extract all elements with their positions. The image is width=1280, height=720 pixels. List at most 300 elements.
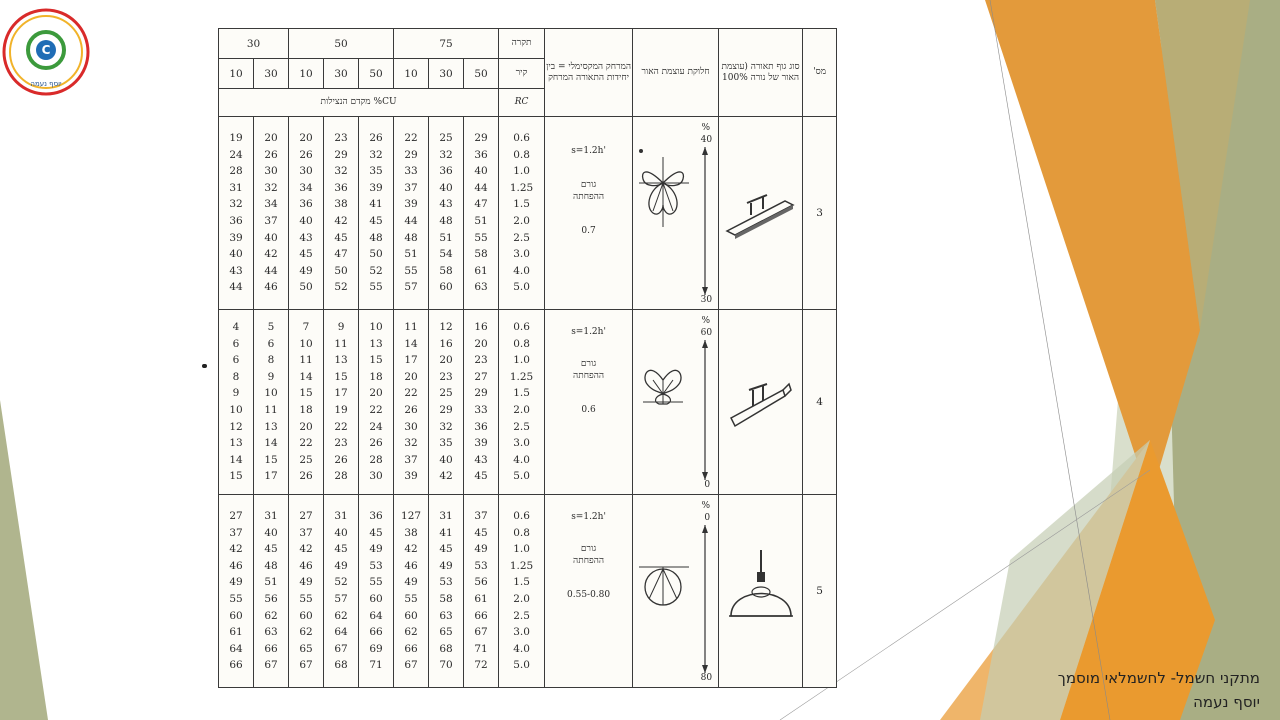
- cu-value: 41: [369, 198, 383, 211]
- cu-value: 53: [439, 576, 453, 589]
- rc-value: 0.8: [513, 148, 530, 161]
- spacing-cell: [545, 117, 633, 310]
- header-wall-label: קיר: [499, 59, 545, 89]
- cu-value: 30: [264, 165, 278, 178]
- cu-value: 43: [299, 231, 313, 244]
- distribution-cell: [633, 495, 719, 688]
- cu-value: 29: [474, 132, 488, 145]
- header-ceiling-30: 30: [219, 29, 289, 59]
- cu-value: 49: [369, 543, 383, 556]
- cu-value: 15: [264, 453, 278, 466]
- cu-value: 23: [474, 354, 488, 367]
- cu-value: 42: [404, 543, 418, 556]
- rc-value: 3.0: [513, 626, 530, 639]
- cu-value: 49: [229, 576, 243, 589]
- rc-value: 2.5: [513, 420, 530, 433]
- cu-value: 56: [264, 593, 278, 605]
- cu-value: 55: [404, 264, 418, 277]
- cu-value: 32: [439, 420, 453, 433]
- cu-value: 28: [369, 453, 383, 466]
- cu-value: 13: [334, 354, 348, 367]
- rc-value: 1.0: [513, 354, 530, 367]
- cu-value: 50: [369, 248, 383, 261]
- cu-value: 26: [369, 437, 383, 450]
- cu-value: 8: [267, 354, 275, 367]
- cu-value: 67: [334, 642, 348, 655]
- cu-value: 19: [334, 404, 348, 416]
- rc-value: 2.0: [513, 593, 530, 605]
- cu-coefficient-table-scan: [218, 28, 836, 687]
- cu-value: 16: [474, 321, 488, 334]
- cu-value: 32: [404, 437, 418, 450]
- cu-value: 53: [369, 559, 383, 572]
- cu-value: 46: [404, 559, 418, 572]
- spacing-cell: [545, 495, 633, 688]
- rc-value: 0.8: [513, 337, 530, 350]
- cu-value: 24: [229, 148, 243, 161]
- cu-value: 71: [474, 642, 488, 655]
- cu-value: 14: [404, 337, 418, 350]
- cu-value: 25: [439, 387, 453, 400]
- cu-value: 66: [229, 659, 243, 672]
- cu-value: 31: [264, 510, 278, 523]
- cu-column: [324, 117, 359, 310]
- svg-text:C: C: [41, 43, 51, 57]
- header-ceiling-label: תקרה: [499, 29, 545, 59]
- rc-value: 2.0: [513, 404, 530, 416]
- spacing-formula: s=1.2h': [571, 146, 606, 156]
- cu-value: 67: [299, 659, 313, 672]
- cu-value: 36: [229, 215, 243, 227]
- cu-value: 33: [404, 165, 418, 178]
- cu-value: 40: [334, 526, 348, 539]
- header-ceiling-75: 75: [394, 29, 499, 59]
- rc-column: [499, 310, 545, 495]
- cu-value: 9: [232, 387, 240, 400]
- cu-value: 45: [474, 470, 488, 483]
- cu-value: 42: [229, 543, 243, 556]
- svg-text:יוסף נעמה: יוסף נעמה: [30, 80, 62, 88]
- cu-column: [289, 495, 324, 688]
- rc-value: 5.0: [513, 281, 530, 294]
- cu-value: 11: [404, 321, 418, 334]
- rc-value: 4.0: [513, 453, 530, 466]
- header-spacing: המרחק המקסימלי = בין יחידות התאורה המרחק: [545, 29, 633, 117]
- cu-value: 22: [299, 437, 313, 450]
- spacing-formula: s=1.2h': [571, 512, 606, 522]
- cu-value: 40: [474, 165, 488, 178]
- cu-value: 29: [474, 387, 488, 400]
- cu-value: 39: [404, 198, 418, 211]
- cu-value: 14: [264, 437, 278, 450]
- cu-value: 18: [369, 370, 383, 383]
- cu-value: 55: [369, 281, 383, 294]
- cu-value: 40: [229, 248, 243, 261]
- cu-value: 28: [334, 470, 348, 483]
- row-number: 5: [803, 495, 837, 688]
- cu-value: 58: [439, 593, 453, 605]
- cu-value: 31: [439, 510, 453, 523]
- cu-value: 62: [299, 626, 313, 639]
- cu-value: 43: [474, 453, 488, 466]
- cu-value: 50: [334, 264, 348, 277]
- header-luminaire-type: סוג גוף תאורה (עוצמת האור של נורה 100%: [719, 29, 803, 117]
- cu-value: 45: [474, 526, 488, 539]
- cu-value: 7: [302, 321, 310, 334]
- cu-value: 20: [474, 337, 488, 350]
- cu-value: 62: [404, 626, 418, 639]
- rc-value: 1.0: [513, 165, 530, 178]
- header-wall-value: 10: [394, 59, 429, 89]
- cu-value: 67: [264, 659, 278, 672]
- reduction-factor-label: גורם ההפחתה: [573, 544, 605, 566]
- cu-value: 17: [264, 470, 278, 483]
- cu-value: 23: [334, 437, 348, 450]
- cu-column: [219, 117, 254, 310]
- cu-column: [464, 495, 499, 688]
- cu-value: 57: [334, 593, 348, 605]
- cu-value: 13: [229, 437, 243, 450]
- cu-value: 67: [404, 659, 418, 672]
- cu-value: 45: [439, 543, 453, 556]
- cu-value: 43: [439, 198, 453, 211]
- cu-value: 39: [229, 231, 243, 244]
- cu-value: 70: [439, 659, 453, 672]
- cu-value: 58: [474, 248, 488, 261]
- cu-value: 65: [299, 642, 313, 655]
- cu-value: 36: [474, 420, 488, 433]
- cu-value: 25: [439, 132, 453, 145]
- cu-column: [394, 495, 429, 688]
- cu-value: 48: [439, 215, 453, 227]
- cu-value: 51: [439, 231, 453, 244]
- cu-value: 39: [474, 437, 488, 450]
- cu-value: 26: [299, 148, 313, 161]
- cu-value: 55: [369, 576, 383, 589]
- cu-column: [289, 310, 324, 495]
- cu-value: 52: [334, 281, 348, 294]
- cu-value: 61: [229, 626, 243, 639]
- cu-value: 20: [369, 387, 383, 400]
- cu-column: [429, 117, 464, 310]
- cu-value: 6: [232, 354, 240, 367]
- rc-value: 3.0: [513, 248, 530, 261]
- cu-value: 39: [404, 470, 418, 483]
- cu-value: 11: [299, 354, 313, 367]
- cu-value: 32: [439, 148, 453, 161]
- cu-value: 51: [404, 248, 418, 261]
- cu-value: 49: [404, 576, 418, 589]
- cu-table: [218, 28, 837, 688]
- cu-value: 37: [299, 526, 313, 539]
- cu-value: 66: [474, 609, 488, 622]
- cu-value: 67: [474, 626, 488, 639]
- cu-value: 27: [474, 370, 488, 383]
- rc-value: 1.25: [509, 181, 534, 194]
- cu-value: 42: [299, 543, 313, 556]
- left-corner-shape: [0, 400, 48, 720]
- cu-value: 13: [369, 337, 383, 350]
- cu-value: 69: [369, 642, 383, 655]
- percent-mark: %: [701, 123, 711, 133]
- rc-value: 5.0: [513, 470, 530, 483]
- cu-value: 20: [439, 354, 453, 367]
- cu-value: 10: [299, 337, 313, 350]
- cu-value: 9: [267, 370, 275, 383]
- cu-value: 68: [334, 659, 348, 672]
- stray-mark: [202, 364, 207, 368]
- rc-value: 2.0: [513, 215, 530, 227]
- cu-value: 38: [334, 198, 348, 211]
- cu-value: 14: [299, 370, 313, 383]
- cu-value: 6: [267, 337, 275, 350]
- cu-value: 48: [369, 231, 383, 244]
- cu-value: 61: [474, 264, 488, 277]
- cu-value: 16: [439, 337, 453, 350]
- header-distribution: חלוקת עוצמת האור: [633, 29, 719, 117]
- lower-percent: 30: [700, 295, 713, 305]
- upper-percent: 40: [700, 135, 713, 145]
- cu-value: 38: [404, 526, 418, 539]
- cu-value: 26: [369, 132, 383, 145]
- cu-value: 71: [369, 659, 383, 672]
- cu-column: [219, 310, 254, 495]
- cu-value: 30: [299, 165, 313, 178]
- header-wall-value: 50: [359, 59, 394, 89]
- distribution-curve-5: [633, 495, 719, 687]
- cu-value: 39: [369, 181, 383, 194]
- lower-percent: 0: [704, 480, 711, 490]
- cu-value: 33: [474, 404, 488, 416]
- cu-value: 46: [264, 281, 278, 294]
- cu-value: 36: [474, 148, 488, 161]
- cu-value: 11: [264, 404, 278, 416]
- cu-value: 62: [334, 609, 348, 622]
- cu-column: [429, 495, 464, 688]
- cu-value: 60: [229, 609, 243, 622]
- rc-value: 0.6: [513, 132, 530, 145]
- cu-value: 11: [334, 337, 348, 350]
- cu-value: 51: [264, 576, 278, 589]
- cu-value: 50: [299, 281, 313, 294]
- percent-mark: %: [701, 316, 711, 326]
- cu-value: 35: [439, 437, 453, 450]
- cu-value: 40: [264, 526, 278, 539]
- company-logo: [0, 6, 92, 98]
- cu-value: 20: [299, 420, 313, 433]
- cu-value: 40: [439, 453, 453, 466]
- distribution-cell: [633, 310, 719, 495]
- cu-value: 24: [369, 420, 383, 433]
- cu-value: 5: [267, 321, 275, 334]
- cu-value: 36: [299, 198, 313, 211]
- cu-column: [394, 117, 429, 310]
- cu-value: 43: [229, 264, 243, 277]
- cu-value: 48: [264, 559, 278, 572]
- cu-value: 10: [264, 387, 278, 400]
- cu-value: 32: [334, 165, 348, 178]
- cu-value: 52: [369, 264, 383, 277]
- cu-value: 42: [334, 215, 348, 227]
- cu-value: 30: [369, 470, 383, 483]
- cu-value: 46: [229, 559, 243, 572]
- rc-value: 0.6: [513, 510, 530, 523]
- header-cu: CU% מקדם הנצילות: [219, 89, 499, 117]
- cu-value: 28: [229, 165, 243, 178]
- cu-value: 15: [334, 370, 348, 383]
- distribution-cell: [633, 117, 719, 310]
- cu-value: 61: [474, 593, 488, 605]
- header-wall-value: 10: [219, 59, 254, 89]
- cu-value: 40: [299, 215, 313, 227]
- cu-value: 30: [404, 420, 418, 433]
- cu-value: 62: [264, 609, 278, 622]
- cu-value: 49: [299, 264, 313, 277]
- cu-value: 34: [264, 198, 278, 211]
- spacing-formula: s=1.2h': [571, 327, 606, 337]
- rc-value: 1.5: [513, 576, 530, 589]
- rc-value: 2.5: [513, 609, 530, 622]
- cu-value: 40: [264, 231, 278, 244]
- rc-value: 5.0: [513, 659, 530, 672]
- cu-value: 37: [264, 215, 278, 227]
- cu-value: 23: [439, 370, 453, 383]
- cu-column: [394, 310, 429, 495]
- cu-value: 63: [439, 609, 453, 622]
- cu-value: 66: [369, 626, 383, 639]
- cu-column: [359, 117, 394, 310]
- cu-value: 65: [439, 626, 453, 639]
- cu-value: 29: [439, 404, 453, 416]
- cu-value: 4: [232, 321, 240, 334]
- cu-value: 15: [369, 354, 383, 367]
- cu-value: 60: [299, 609, 313, 622]
- cu-value: 15: [299, 387, 313, 400]
- cu-value: 49: [334, 559, 348, 572]
- cu-value: 45: [369, 215, 383, 227]
- reduction-factor-label: גורם ההפחתה: [573, 359, 605, 381]
- cu-value: 22: [404, 387, 418, 400]
- cu-value: 68: [439, 642, 453, 655]
- rc-value: 3.0: [513, 437, 530, 450]
- cu-value: 36: [334, 181, 348, 194]
- cu-value: 64: [229, 642, 243, 655]
- cu-value: 26: [334, 453, 348, 466]
- header-wall-value: 30: [429, 59, 464, 89]
- cu-value: 55: [229, 593, 243, 605]
- cu-value: 54: [439, 248, 453, 261]
- cu-value: 26: [264, 148, 278, 161]
- upper-percent: 0: [704, 513, 711, 523]
- cu-value: 45: [299, 248, 313, 261]
- cu-column: [324, 495, 359, 688]
- cu-value: 45: [264, 543, 278, 556]
- angled-luminaire-sketch: [723, 362, 799, 442]
- cu-value: 58: [439, 264, 453, 277]
- footer-author: יוסף נעמה: [1193, 693, 1260, 711]
- cu-value: 66: [264, 642, 278, 655]
- cu-value: 6: [232, 337, 240, 350]
- cu-value: 37: [229, 526, 243, 539]
- header-rc: RC: [499, 89, 545, 117]
- cu-value: 36: [439, 165, 453, 178]
- reduction-factor: 0.7: [581, 226, 596, 236]
- row-number: 4: [803, 310, 837, 495]
- header-wall-value: 30: [324, 59, 359, 89]
- cu-value: 12: [229, 420, 243, 433]
- cu-column: [289, 117, 324, 310]
- cu-value: 17: [404, 354, 418, 367]
- reduction-factor-label: גורם ההפחתה: [573, 180, 605, 202]
- cu-value: 60: [404, 609, 418, 622]
- row-number: 3: [803, 117, 837, 310]
- cu-column: [359, 495, 394, 688]
- cu-value: 48: [404, 231, 418, 244]
- cu-value: 45: [369, 526, 383, 539]
- cu-value: 64: [369, 609, 383, 622]
- cu-value: 20: [299, 132, 313, 145]
- lower-percent: 80: [700, 673, 713, 683]
- cu-column: [464, 117, 499, 310]
- cu-column: [254, 495, 289, 688]
- rc-column: [499, 117, 545, 310]
- rc-value: 0.8: [513, 526, 530, 539]
- cu-value: 36: [369, 510, 383, 523]
- cu-column: [254, 117, 289, 310]
- cu-column: [464, 310, 499, 495]
- cu-value: 37: [474, 510, 488, 523]
- pendant-luminaire-sketch: [723, 546, 799, 636]
- upper-percent: 60: [700, 328, 713, 338]
- cu-value: 20: [264, 132, 278, 145]
- cu-value: 15: [229, 470, 243, 483]
- cu-value: 44: [264, 264, 278, 277]
- cu-value: 22: [334, 420, 348, 433]
- rc-value: 1.0: [513, 543, 530, 556]
- cu-value: 35: [369, 165, 383, 178]
- rc-value: 1.25: [509, 559, 534, 572]
- cu-value: 60: [369, 593, 383, 605]
- cu-value: 10: [229, 404, 243, 416]
- cu-value: 47: [474, 198, 488, 211]
- cu-value: 17: [334, 387, 348, 400]
- cu-value: 27: [299, 510, 313, 523]
- cu-value: 32: [229, 198, 243, 211]
- cu-value: 55: [404, 593, 418, 605]
- cu-value: 23: [334, 132, 348, 145]
- cu-value: 18: [299, 404, 313, 416]
- cu-value: 46: [299, 559, 313, 572]
- header-ceiling-50: 50: [289, 29, 394, 59]
- cu-value: 64: [334, 626, 348, 639]
- cu-value: 55: [299, 593, 313, 605]
- slide-footer: [1058, 666, 1260, 714]
- cu-value: 31: [229, 181, 243, 194]
- cu-value: 66: [404, 642, 418, 655]
- cu-column: [324, 310, 359, 495]
- distribution-curve-3: [633, 117, 719, 309]
- cu-value: 42: [264, 248, 278, 261]
- cu-value: 22: [369, 404, 383, 416]
- cu-value: 56: [474, 576, 488, 589]
- cu-column: [359, 310, 394, 495]
- cu-value: 52: [334, 576, 348, 589]
- cu-value: 44: [229, 281, 243, 294]
- rc-column: [499, 495, 545, 688]
- cu-value: 13: [264, 420, 278, 433]
- linear-luminaire-sketch: [723, 173, 799, 253]
- cu-value: 40: [439, 181, 453, 194]
